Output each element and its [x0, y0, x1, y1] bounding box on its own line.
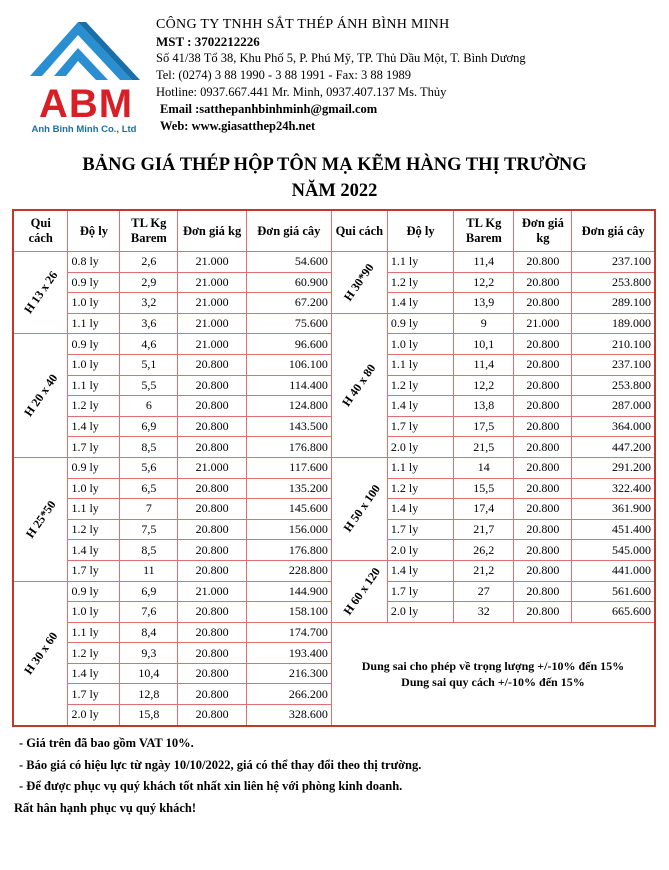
- thickness-cell: 0.8 ly: [68, 252, 120, 273]
- weight-cell: 12,2: [454, 272, 514, 293]
- price-bar-cell: 106.100: [246, 354, 331, 375]
- thickness-cell: 1.4 ly: [387, 293, 453, 314]
- thickness-cell: 0.9 ly: [68, 334, 120, 355]
- company-name: CÔNG TY TNHH SẮT THÉP ÁNH BÌNH MINH: [156, 17, 450, 32]
- price-bar-cell: 135.200: [246, 478, 331, 499]
- thickness-cell: 1.7 ly: [68, 437, 120, 458]
- company-phone: Tel: (0274) 3 88 1990 - 3 88 1991 - Fax: 3 88 1989: [156, 68, 412, 82]
- thickness-cell: 1.0 ly: [68, 354, 120, 375]
- price-bar-cell: 322.400: [572, 478, 655, 499]
- thickness-cell: 2.0 ly: [387, 437, 453, 458]
- price-bar-cell: 561.600: [572, 581, 655, 602]
- price-bar-cell: 237.100: [572, 252, 655, 273]
- weight-cell: 11,4: [454, 252, 514, 273]
- thickness-cell: 0.9 ly: [68, 272, 120, 293]
- price-kg-cell: 20.800: [178, 375, 246, 396]
- company-email[interactable]: Email :satthepanhbinhminh@gmail.com: [160, 102, 378, 116]
- thickness-cell: 1.2 ly: [68, 396, 120, 417]
- spec-label: H 50 x 100: [340, 482, 383, 535]
- header-weight: TL Kg Barem: [120, 210, 178, 252]
- thickness-cell: 2.0 ly: [387, 540, 453, 561]
- logo-caption: Anh Binh Minh Co., Ltd: [31, 124, 137, 135]
- weight-cell: 21,5: [454, 437, 514, 458]
- price-bar-cell: 54.600: [246, 252, 331, 273]
- thickness-cell: 1.1 ly: [387, 457, 453, 478]
- weight-cell: 10,4: [120, 663, 178, 684]
- price-bar-cell: 291.200: [572, 457, 655, 478]
- price-kg-cell: 20.800: [514, 540, 572, 561]
- price-bar-cell: 124.800: [246, 396, 331, 417]
- title-line-2: NĂM 2022: [291, 181, 378, 201]
- footer-thanks: Rất hân hạnh phục vụ quý khách!: [14, 800, 197, 815]
- spec-cell: [331, 560, 387, 622]
- thickness-cell: 1.1 ly: [68, 375, 120, 396]
- price-kg-cell: 20.800: [178, 602, 246, 623]
- weight-cell: 3,6: [120, 313, 178, 334]
- weight-cell: 7,6: [120, 602, 178, 623]
- table-header-row: [13, 210, 655, 252]
- price-kg-cell: 20.800: [514, 560, 572, 581]
- price-kg-cell: 20.800: [514, 375, 572, 396]
- thickness-cell: 1.1 ly: [68, 499, 120, 520]
- thickness-cell: 0.9 ly: [68, 457, 120, 478]
- weight-cell: 5,6: [120, 457, 178, 478]
- price-bar-cell: 287.000: [572, 396, 655, 417]
- weight-cell: 14: [454, 457, 514, 478]
- price-kg-cell: 20.800: [514, 478, 572, 499]
- spec-label: H 30 x 60: [21, 628, 61, 677]
- spec-label: H 40 x 80: [339, 361, 379, 409]
- price-kg-cell: 21.000: [178, 252, 246, 273]
- header-unit-price-kg: Đơn giá kg: [514, 210, 572, 252]
- spec-cell: [13, 252, 68, 334]
- weight-cell: 6,5: [120, 478, 178, 499]
- spec-label: H 60 x 120: [340, 564, 383, 618]
- thickness-cell: 1.4 ly: [68, 416, 120, 437]
- thickness-cell: 1.1 ly: [387, 252, 453, 273]
- weight-cell: 21,7: [454, 519, 514, 540]
- weight-cell: 32: [454, 602, 514, 623]
- company-logo: [16, 18, 156, 136]
- thickness-cell: 1.1 ly: [68, 313, 120, 334]
- thickness-cell: 1.4 ly: [387, 499, 453, 520]
- spec-cell: [331, 313, 387, 457]
- price-kg-cell: 20.800: [178, 705, 246, 726]
- price-bar-cell: 328.600: [246, 705, 331, 726]
- header-thickness: Độ ly: [387, 210, 453, 252]
- footer-note-vat: - Giá trên đã bao gồm VAT 10%.: [19, 736, 194, 750]
- thickness-cell: 0.9 ly: [387, 313, 453, 334]
- thickness-cell: 1.7 ly: [387, 519, 453, 540]
- thickness-cell: 1.4 ly: [387, 396, 453, 417]
- thickness-cell: 1.7 ly: [387, 581, 453, 602]
- price-bar-cell: 143.500: [246, 416, 331, 437]
- thickness-cell: 0.9 ly: [68, 581, 120, 602]
- spec-cell: [331, 252, 387, 314]
- price-kg-cell: 20.800: [178, 663, 246, 684]
- weight-cell: 5,5: [120, 375, 178, 396]
- tolerance-spec: Dung sai quy cách +/-10% đến 15%: [401, 674, 585, 689]
- weight-cell: 11: [120, 560, 178, 581]
- thickness-cell: 2.0 ly: [68, 705, 120, 726]
- weight-cell: 15,5: [454, 478, 514, 499]
- price-bar-cell: 441.000: [572, 560, 655, 581]
- price-bar-cell: 237.100: [572, 354, 655, 375]
- price-kg-cell: 20.800: [178, 540, 246, 561]
- price-kg-cell: 20.800: [514, 499, 572, 520]
- price-kg-cell: 20.800: [178, 622, 246, 643]
- weight-cell: 13,8: [454, 396, 514, 417]
- thickness-cell: 1.0 ly: [68, 478, 120, 499]
- price-bar-cell: 60.900: [246, 272, 331, 293]
- thickness-cell: 1.2 ly: [387, 478, 453, 499]
- weight-cell: 11,4: [454, 354, 514, 375]
- thickness-cell: 1.0 ly: [68, 602, 120, 623]
- weight-cell: 6,9: [120, 581, 178, 602]
- price-bar-cell: 117.600: [246, 457, 331, 478]
- price-kg-cell: 21.000: [178, 272, 246, 293]
- header-spec: Qui cách: [13, 210, 68, 252]
- weight-cell: 7,5: [120, 519, 178, 540]
- price-kg-cell: 20.800: [178, 643, 246, 664]
- price-kg-cell: 20.800: [514, 252, 572, 273]
- company-info: [156, 16, 526, 135]
- price-bar-cell: 364.000: [572, 416, 655, 437]
- price-bar-cell: 253.800: [572, 375, 655, 396]
- page-title: [0, 152, 669, 204]
- table-row: [13, 252, 655, 273]
- price-kg-cell: 20.800: [514, 519, 572, 540]
- header-unit-price-bar: Đơn giá cây: [572, 210, 655, 252]
- weight-cell: 17,4: [454, 499, 514, 520]
- header-thickness: Độ ly: [68, 210, 120, 252]
- company-hotline: Hotline: 0937.667.441 Mr. Minh, 0937.407.137 Ms. Thủy: [156, 85, 447, 99]
- header-spec: Qui cách: [331, 210, 387, 252]
- price-bar-cell: 114.400: [246, 375, 331, 396]
- weight-cell: 6,9: [120, 416, 178, 437]
- price-bar-cell: 289.100: [572, 293, 655, 314]
- price-bar-cell: 176.800: [246, 540, 331, 561]
- price-kg-cell: 21.000: [178, 334, 246, 355]
- price-kg-cell: 20.800: [514, 602, 572, 623]
- weight-cell: 5,1: [120, 354, 178, 375]
- price-kg-cell: 21.000: [178, 313, 246, 334]
- price-kg-cell: 20.800: [178, 396, 246, 417]
- price-kg-cell: 20.800: [178, 499, 246, 520]
- weight-cell: 13,9: [454, 293, 514, 314]
- footer-notes: [14, 733, 421, 819]
- thickness-cell: 1.0 ly: [68, 293, 120, 314]
- weight-cell: 2,6: [120, 252, 178, 273]
- thickness-cell: 1.0 ly: [387, 334, 453, 355]
- price-kg-cell: 20.800: [178, 560, 246, 581]
- price-kg-cell: 20.800: [178, 478, 246, 499]
- price-bar-cell: 158.100: [246, 602, 331, 623]
- weight-cell: 7: [120, 499, 178, 520]
- thickness-cell: 1.2 ly: [387, 272, 453, 293]
- logo-text: ABM: [38, 82, 134, 126]
- weight-cell: 8,4: [120, 622, 178, 643]
- weight-cell: 12,2: [454, 375, 514, 396]
- price-kg-cell: 21.000: [514, 313, 572, 334]
- thickness-cell: 1.7 ly: [68, 560, 120, 581]
- price-kg-cell: 20.800: [178, 437, 246, 458]
- thickness-cell: 2.0 ly: [387, 602, 453, 623]
- price-bar-cell: 193.400: [246, 643, 331, 664]
- spec-cell: [13, 334, 68, 458]
- table-row: [13, 313, 655, 334]
- spec-label: H 30*90: [341, 260, 377, 304]
- weight-cell: 9,3: [120, 643, 178, 664]
- thickness-cell: 1.4 ly: [68, 663, 120, 684]
- price-kg-cell: 20.800: [514, 457, 572, 478]
- price-kg-cell: 21.000: [178, 457, 246, 478]
- price-bar-cell: 361.900: [572, 499, 655, 520]
- price-kg-cell: 21.000: [178, 581, 246, 602]
- weight-cell: 8,5: [120, 540, 178, 561]
- price-kg-cell: 20.800: [514, 416, 572, 437]
- price-bar-cell: 447.200: [572, 437, 655, 458]
- company-address: Số 41/38 Tổ 38, Khu Phố 5, P. Phú Mỹ, TP. Thủ Dầu Một, T. Bình Dương: [156, 51, 526, 65]
- price-kg-cell: 20.800: [514, 334, 572, 355]
- table-row: [13, 622, 655, 643]
- thickness-cell: 1.2 ly: [387, 375, 453, 396]
- weight-cell: 27: [454, 581, 514, 602]
- spec-cell: [13, 581, 68, 726]
- spec-label: H 25*50: [22, 497, 59, 541]
- price-bar-cell: 174.700: [246, 622, 331, 643]
- price-bar-cell: 253.800: [572, 272, 655, 293]
- header-unit-price-bar: Đơn giá cây: [246, 210, 331, 252]
- weight-cell: 10,1: [454, 334, 514, 355]
- price-bar-cell: 145.600: [246, 499, 331, 520]
- weight-cell: 6: [120, 396, 178, 417]
- price-bar-cell: 67.200: [246, 293, 331, 314]
- footer-note-validity: - Báo giá có hiệu lực từ ngày 10/10/2022, giá có thể thay đổi theo thị trường.: [19, 757, 422, 772]
- footer-note-contact: - Để được phục vụ quý khách tốt nhất xin liên hệ với phòng kinh doanh.: [19, 779, 403, 793]
- thickness-cell: 1.4 ly: [68, 540, 120, 561]
- price-bar-cell: 210.100: [572, 334, 655, 355]
- price-bar-cell: 156.000: [246, 519, 331, 540]
- spec-label: H 20 x 40: [21, 371, 61, 420]
- thickness-cell: 1.2 ly: [68, 519, 120, 540]
- weight-cell: 8,5: [120, 437, 178, 458]
- thickness-cell: 1.1 ly: [387, 354, 453, 375]
- spec-cell: [331, 457, 387, 560]
- spec-label: H 13 x 26: [21, 268, 61, 317]
- price-bar-cell: 75.600: [246, 313, 331, 334]
- price-kg-cell: 20.800: [514, 581, 572, 602]
- price-bar-cell: 266.200: [246, 684, 331, 705]
- price-bar-cell: 144.900: [246, 581, 331, 602]
- price-kg-cell: 20.800: [178, 519, 246, 540]
- price-bar-cell: 176.800: [246, 437, 331, 458]
- price-bar-cell: 665.600: [572, 602, 655, 623]
- title-line-1: BẢNG GIÁ THÉP HỘP TÔN MẠ KẼM HÀNG THỊ TRƯỜNG: [82, 155, 587, 175]
- weight-cell: 9: [454, 313, 514, 334]
- weight-cell: 12,8: [120, 684, 178, 705]
- price-kg-cell: 21.000: [178, 293, 246, 314]
- company-website[interactable]: Web: www.giasatthep24h.net: [160, 119, 316, 133]
- weight-cell: 4,6: [120, 334, 178, 355]
- tolerance-weight: Dung sai cho phép về trọng lượng +/-10% đến 15%: [361, 658, 625, 673]
- weight-cell: 26,2: [454, 540, 514, 561]
- price-table: [12, 209, 656, 727]
- spec-cell: [13, 457, 68, 581]
- thickness-cell: 1.2 ly: [68, 643, 120, 664]
- thickness-cell: 1.4 ly: [387, 560, 453, 581]
- price-kg-cell: 20.800: [514, 293, 572, 314]
- table-row: [13, 560, 655, 581]
- weight-cell: 21,2: [454, 560, 514, 581]
- price-bar-cell: 545.000: [572, 540, 655, 561]
- price-bar-cell: 189.000: [572, 313, 655, 334]
- price-bar-cell: 216.300: [246, 663, 331, 684]
- price-bar-cell: 451.400: [572, 519, 655, 540]
- price-kg-cell: 20.800: [178, 354, 246, 375]
- price-kg-cell: 20.800: [514, 354, 572, 375]
- price-kg-cell: 20.800: [178, 416, 246, 437]
- price-bar-cell: 96.600: [246, 334, 331, 355]
- price-kg-cell: 20.800: [514, 437, 572, 458]
- thickness-cell: 1.7 ly: [68, 684, 120, 705]
- header-unit-price-kg: Đơn giá kg: [178, 210, 246, 252]
- weight-cell: 3,2: [120, 293, 178, 314]
- price-kg-cell: 20.800: [514, 272, 572, 293]
- price-kg-cell: 20.800: [178, 684, 246, 705]
- table-row: [13, 457, 655, 478]
- thickness-cell: 1.1 ly: [68, 622, 120, 643]
- weight-cell: 2,9: [120, 272, 178, 293]
- weight-cell: 17,5: [454, 416, 514, 437]
- tolerance-note: [331, 622, 655, 725]
- price-kg-cell: 20.800: [514, 396, 572, 417]
- thickness-cell: 1.7 ly: [387, 416, 453, 437]
- weight-cell: 15,8: [120, 705, 178, 726]
- price-bar-cell: 228.800: [246, 560, 331, 581]
- header-weight: TL Kg Barem: [454, 210, 514, 252]
- company-tax-code: MST : 3702212226: [156, 34, 260, 49]
